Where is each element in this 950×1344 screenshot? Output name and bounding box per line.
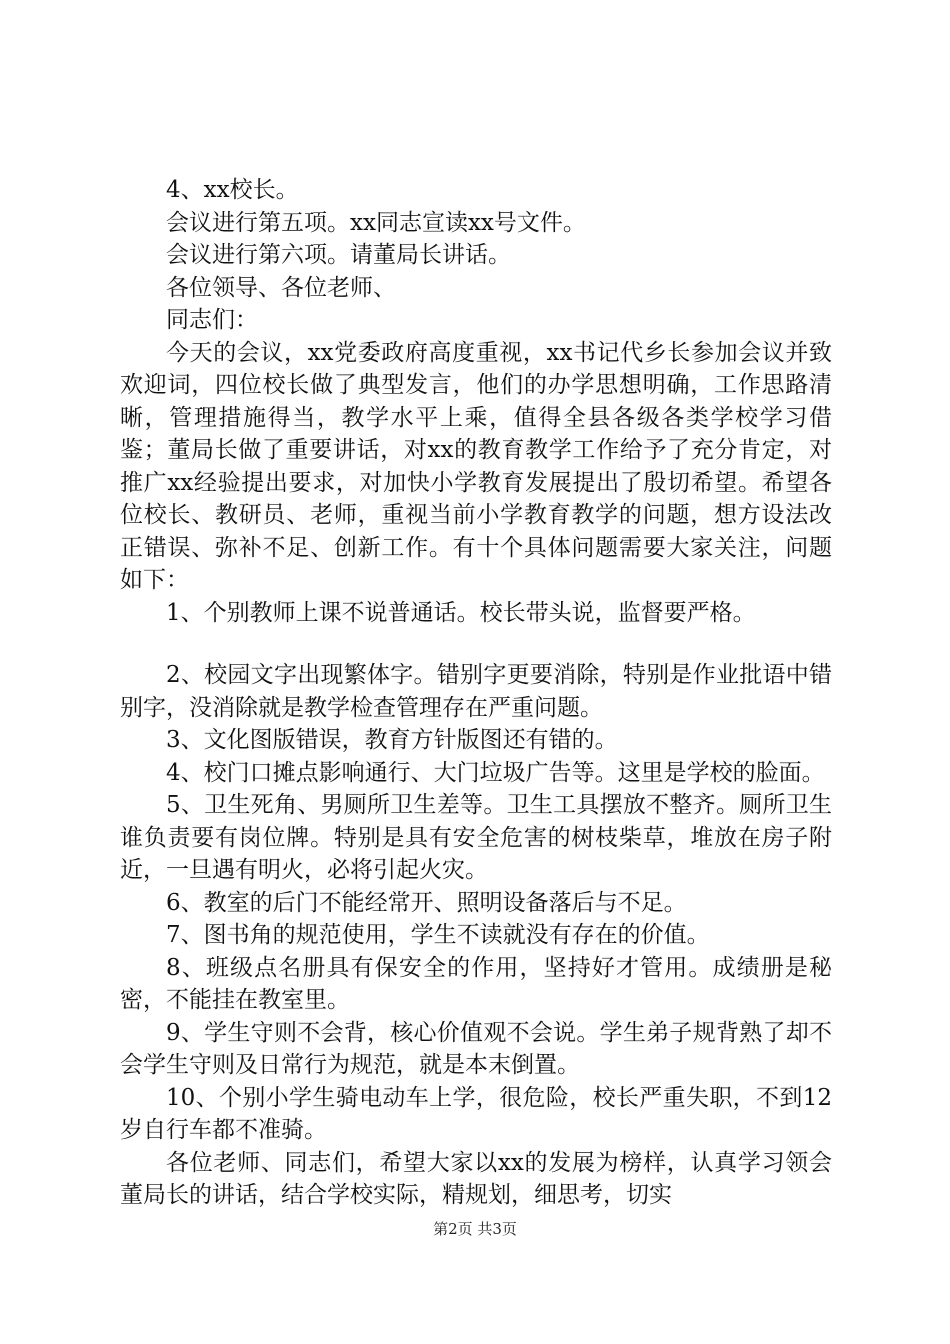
paragraph-issue-3: 3、文化图版错误，教育方针版图还有错的。 bbox=[166, 727, 618, 753]
paragraph-issue-2: 2、校园文字出现繁体字。错别字更要消除，特别是作业批语中错别字，没消除就是教学检查管理存在严重问题。 bbox=[120, 662, 832, 721]
paragraph-agenda-item-6: 会议进行第六项。请董局长讲话。 bbox=[166, 242, 511, 268]
paragraph-issue-9: 9、学生守则不会背，核心价值观不会说。学生弟子规背熟了却不会学生守则及日常行为规范，就是本末倒置。 bbox=[120, 1019, 832, 1078]
paragraph-salutation: 同志们： bbox=[166, 307, 258, 333]
document-body bbox=[120, 174, 832, 1212]
paragraph-agenda-item-5: 会议进行第五项。xx同志宣读xx号文件。 bbox=[166, 209, 586, 236]
page-number-footer: 第2页 共3页 bbox=[433, 1220, 517, 1238]
paragraph-issue-6: 6、教室的后门不能经常开、照明设备落后与不足。 bbox=[166, 889, 687, 916]
paragraph-issue-7: 7、图书角的规范使用，学生不读就没有存在的价值。 bbox=[166, 922, 710, 948]
paragraph-issue-5: 5、卫生死角、男厕所卫生差等。卫生工具摆放不整齐。厕所卫生谁负责要有岗位牌。特别是具有安全危害的树枝柴草，堆放在房子附近，一旦遇有明火，必将引起火灾。 bbox=[120, 792, 832, 883]
paragraph-closing: 各位老师、同志们，希望大家以xx的发展为榜样，认真学习领会董局长的讲话，结合学校实际，精规划，细思考，切实 bbox=[120, 1149, 832, 1208]
paragraph-issue-1: 1、个别教师上课不说普通话。校长带头说，监督要严格。 bbox=[166, 599, 756, 626]
paragraph-meeting-summary: 今天的会议，xx党委政府高度重视，xx书记代乡长参加会议并致欢迎词，四位校长做了典型发言，他们的办学思想明确，工作思路清晰，管理措施得当，教学水平上乘，值得全县各级各类学校学习借鉴；董局长做了重要讲话，对xx的教育教学工作给予了充分肯定，对推广xx经验提出要求，对加快小学教育发展提出了殷切希望。希望各位校长、教研员、老师，重视当前小学教育教学的问题，想方设法改正错误、弥补不足、创新工作。有十个具体问题需要大家关注，问题如下： bbox=[120, 339, 832, 593]
paragraph-greeting: 各位领导、各位老师、 bbox=[166, 274, 396, 301]
paragraph-principal-4: 4、xx校长。 bbox=[166, 177, 299, 203]
paragraph-issue-10: 10、个别小学生骑电动车上学，很危险，校长严重失职，不到12岁自行车都不准骑。 bbox=[120, 1084, 832, 1143]
paragraph-issue-8: 8、班级点名册具有保安全的作用，坚持好才管用。成绩册是秘密，不能挂在教室里。 bbox=[120, 954, 832, 1013]
blank-line bbox=[120, 629, 832, 659]
paragraph-issue-4: 4、校门口摊点影响通行、大门垃圾广告等。这里是学校的脸面。 bbox=[166, 759, 825, 786]
